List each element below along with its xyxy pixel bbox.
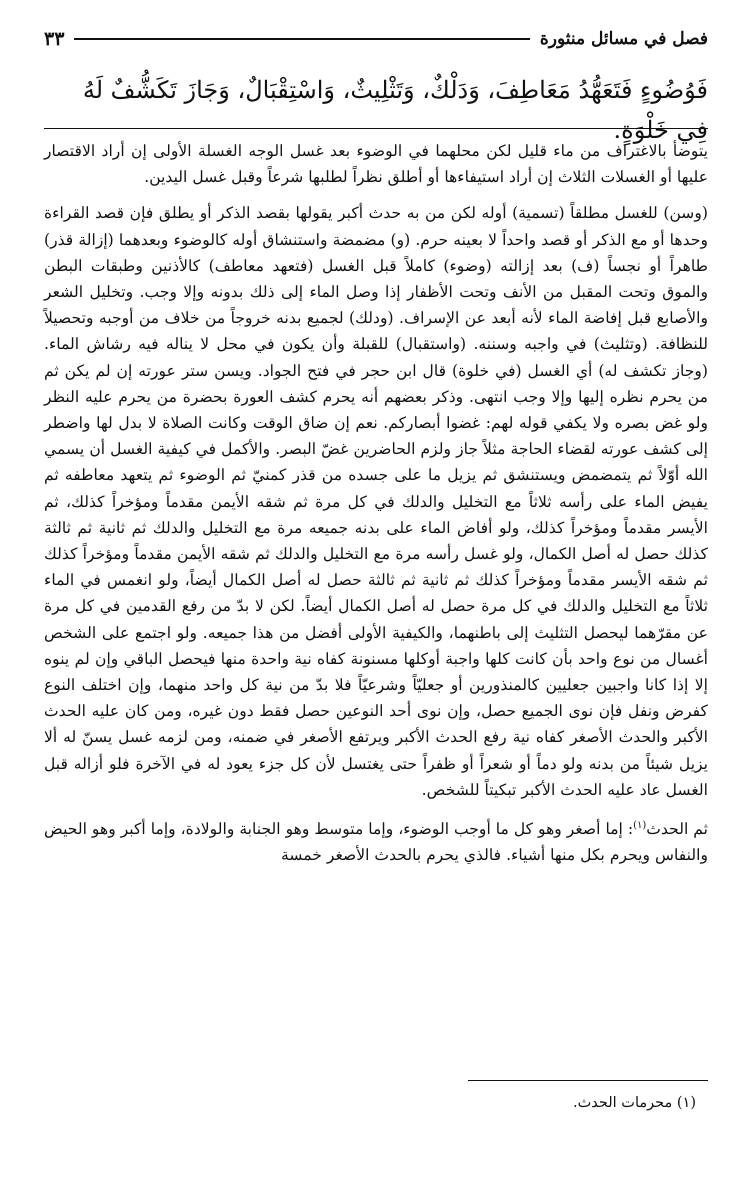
paragraph-3-rest: : إما أصغر وهو كل ما أوجب الوضوء، وإما متوسط وهو الجنابة والولادة، وإما أكبر وهو الحيض والنفاس ويحرم بكل منها أشياء. فالذي يحرم بالحدث الأصغر خمسة bbox=[44, 820, 708, 865]
paragraph-1: يتوضأ بالاغتراف من ماء قليل لكن محلهما في الوضوء بعد غسل الوجه الغسلة الأولى إن أراد الاقتصار عليها أو الغسلات الثلاث إن أراد استيفاءها أو أطلق نظراً لطلبها شرعاً وقبل غسل اليدين. bbox=[44, 142, 708, 187]
footnote-1: (١) محرمات الحدث. bbox=[573, 1095, 696, 1111]
matn-separator-rule bbox=[44, 128, 708, 129]
footnote-reference: (١) bbox=[633, 820, 647, 832]
footnote-separator-rule bbox=[468, 1080, 708, 1081]
page-number: ٣٣ bbox=[44, 28, 65, 50]
running-title: فصل في مسائل منثورة bbox=[539, 29, 708, 49]
paragraph-3-start: ثم الحدث bbox=[646, 820, 708, 839]
paragraph-2: (وسن) للغسل مطلقاً (تسمية) أوله لكن من به حدث أكبر يقولها بقصد الذكر أو يطلق فإن قصد القراءة وحدها أو مع الذكر أو قصد واحداً لا بعينه حرم. (و) مضمضة واستنشاق أوله كالوضوء وبعدهما (إزالة قذر) طاهراً أو نجساً (ف) بعد إزالته (وضوء) كاملاً قبل الغسل (فتعهد معاطف) كالأذنين وطبقات البطن والموق وتحت المقبل من الأنف وتحت الأظفار إذا وصل الماء إلى ذلك بدونه وإلا وجب. وتخليل الشعر والأصابع قبل إفاضة الماء لأنه أبعد عن الإسراف. (ودلك) لجميع بدنه خروجاً من خلاف من أوجبه وتحصيلاً للنظافة. (وتثليث) في واجبه وسننه. (واستقبال) للقبلة وأن يكون في محل لا يناله فيه رشاش الماء. (وجاز تكشف له) أي الغسل (في خلوة) قال ابن حجر في فتح الجواد. ويسن ستر عورته إن لم يكن ثم من يحرم نظره إليها وإلا وجب انتهى. وذكر بعضهم أنه يحرم كشف العورة بحضرة من يحرم عليه النظر ولو غض بصره ولا يكفي قوله لهم: غضوا أبصاركم. نعم إن ضاق الوقت وكانت الصلاة لا بدل لها واضطر إلى كشف عورته لقضاء الحاجة مثلاً جاز ولزم الحاضرين غضّ البصر. والأكمل في كيفية الغسل أن يسمي الله أوّلاً ثم يتمضمض ويستنشق ثم يزيل ما على جسده من قذر كمنيّ ثم الوضوء ثم يتعهد معاطفه ثم يفيض الماء على رأسه ثلاثاً مع التخليل والدلك في كل مرة ثم شقه الأيمن مقدماً ومؤخراً كذلك، ثم الأيسر مقدماً ومؤخراً كذلك، ولو أفاض الماء على بدنه جميعه مرة مع التخليل والدلك ثم ثانية ثم ثالثة كذلك حصل له أصل الكمال، ولو غسل رأسه مرة مع التخليل والدلك ثم شقه الأيمن مقدماً ومؤخراً كذلك ثم شقه الأيسر مقدماً ومؤخراً كذلك ثم ثانية ثم ثالثة حصل له أصل الكمال أيضاً، ولو انغمس في الماء ثلاثاً مع التخليل والدلك في كل مرة حصل له أصل الكمال أيضاً. لكن لا بدّ من رفع القدمين في كل مرة عن مقرّهما ليحصل التثليث إلى باطنهما، والكيفية الأولى أفضل من هذا جميعه. ولو اجتمع على الشخص أغسال من نوع واحد بأن كانت كلها واجبة أوكلها مسنونة كفاه نية واحدة منها فيحصل الباقي وإن لم ينوه إلا إذا كانا واجبين جعليين كالمنذورين أو جعليّاً وشرعيّاً فلا بدّ من نية كل واحد منهما، وإن اختلف النوع كفرض ونفل فإن نوى الجميع حصل، وإن نوى أحد النوعين حصل فقط دون غيره، ومن كان عليه الحدث الأكبر والحدث الأصغر كفاه نية رفع الحدث الأكبر ويرتفع الأصغر في ضمنه، ومن لزمه غسل يسنّ له ألا يزيل شيئاً من بدنه ولو دماً أو شعراً أو ظفراً حتى يغتسل لأن كل جزء يعود له في الآخرة فلو أزاله قبل الغسل عاد عليه الحدث الأكبر تبكيتاً للشخص. bbox=[44, 204, 708, 799]
commentary-text bbox=[44, 138, 708, 869]
page-header bbox=[44, 24, 708, 54]
paragraph-3 bbox=[44, 813, 708, 869]
matn-verse-line: فَوُضُوءٍ فَتَعَهُّدُ مَعَاطِفَ، وَدَلْكٌ، وَتَثْلِيثٌ، وَاسْتِقْبَالٌ، وَجَازَ تَكَشُّفٌ لَهُ فِي خَلْوَةٍ. bbox=[82, 76, 708, 144]
header-rule bbox=[74, 38, 529, 40]
